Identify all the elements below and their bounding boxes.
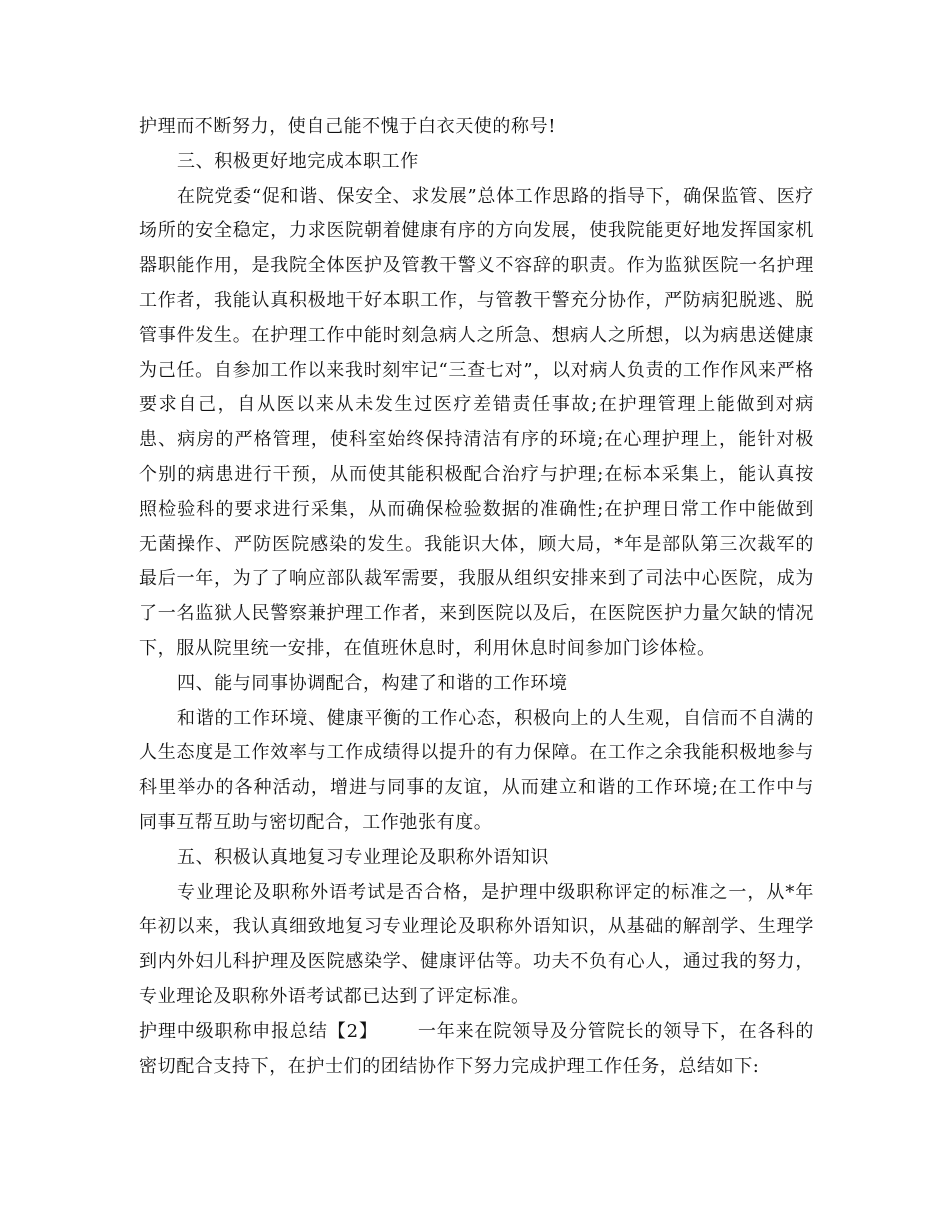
paragraph-closing-line: 护理而不断努力，使自己能不愧于白衣天使的称号! — [139, 116, 557, 137]
paragraph-duties: 在院党委“促和谐、保安全、求发展”总体工作思路的指导下，确保监管、医疗场所的安全稳定，力求医院朝着健康有序的方向发展，使我院能更好地发挥国家机器职能作用，是我院全体医护及管教干警义不容辞的职责。作为监狱医院一名护理工作者，我能认真积极地干好本职工作，与管教干警充分协作，严防病犯脱逃、脱管事件发生。在护理工作中能时刻急病人之所急、想病人之所想，以为病患送健康为己任。自参加工作以来我时刻牢记“三查七对”，以对病人负责的工作作风来严格要求自己，自从医以来从未发生过医疗差错责任事故;在护理管理上能做到对病患、病房的严格管理，使科室始终保持清洁有序的环境;在心理护理上，能针对极个别的病患进行干预，从而使其能积极配合治疗与护理;在标本采集上，能认真按照检验科的要求进行采集，从而确保检验数据的准确性;在护理日常工作中能做到无菌操作、严防医院感染的发生。我能识大体，顾大局，*年是部队第三次裁军的最后一年，为了了响应部队裁军需要，我服从组织安排来到了司法中心医院，成为了一名监狱人民警察兼护理工作者，来到医院以及后，在医院医护力量欠缺的情况下，服从院里统一安排，在值班休息时，利用休息时间参加门诊体检。 — [139, 185, 814, 659]
document-body — [139, 110, 814, 1084]
paragraph-teamwork: 和谐的工作环境、健康平衡的工作心态，积极向上的人生观，自信而不自满的人生态度是工作效率与工作成绩得以提升的有力保障。在工作之余我能积极地参与科里举办的各种活动，增进与同事的友谊，从而建立和谐的工作环境;在工作中与同事互帮互助与密切配合，工作弛张有度。 — [139, 707, 814, 833]
section-two-title: 护理中级职称申报总结【2】 — [139, 1020, 378, 1042]
heading-section-five: 五、积极认真地复习专业理论及职称外语知识 — [177, 846, 549, 868]
heading-section-four: 四、能与同事协调配合，构建了和谐的工作环境 — [177, 672, 568, 694]
paragraph-study: 专业理论及职称外语考试是否合格，是护理中级职称评定的标准之一，从*年年初以来，我认真细致地复习专业理论及职称外语知识，从基础的解剖学、生理学到内外妇儿科护理及医院感染学、健康评估等。功夫不负有心人，通过我的努力，专业理论及职称外语考试都已达到了评定标准。 — [139, 881, 814, 1007]
paragraph-section-two — [139, 1015, 814, 1085]
heading-section-three: 三、积极更好地完成本职工作 — [177, 150, 419, 172]
section-two-text: 一年来在院领导及分管院长的领导下，在各科的密切配合支持下，在护士们的团结协作下努力完成护理工作任务，总结如下: — [139, 1020, 814, 1077]
